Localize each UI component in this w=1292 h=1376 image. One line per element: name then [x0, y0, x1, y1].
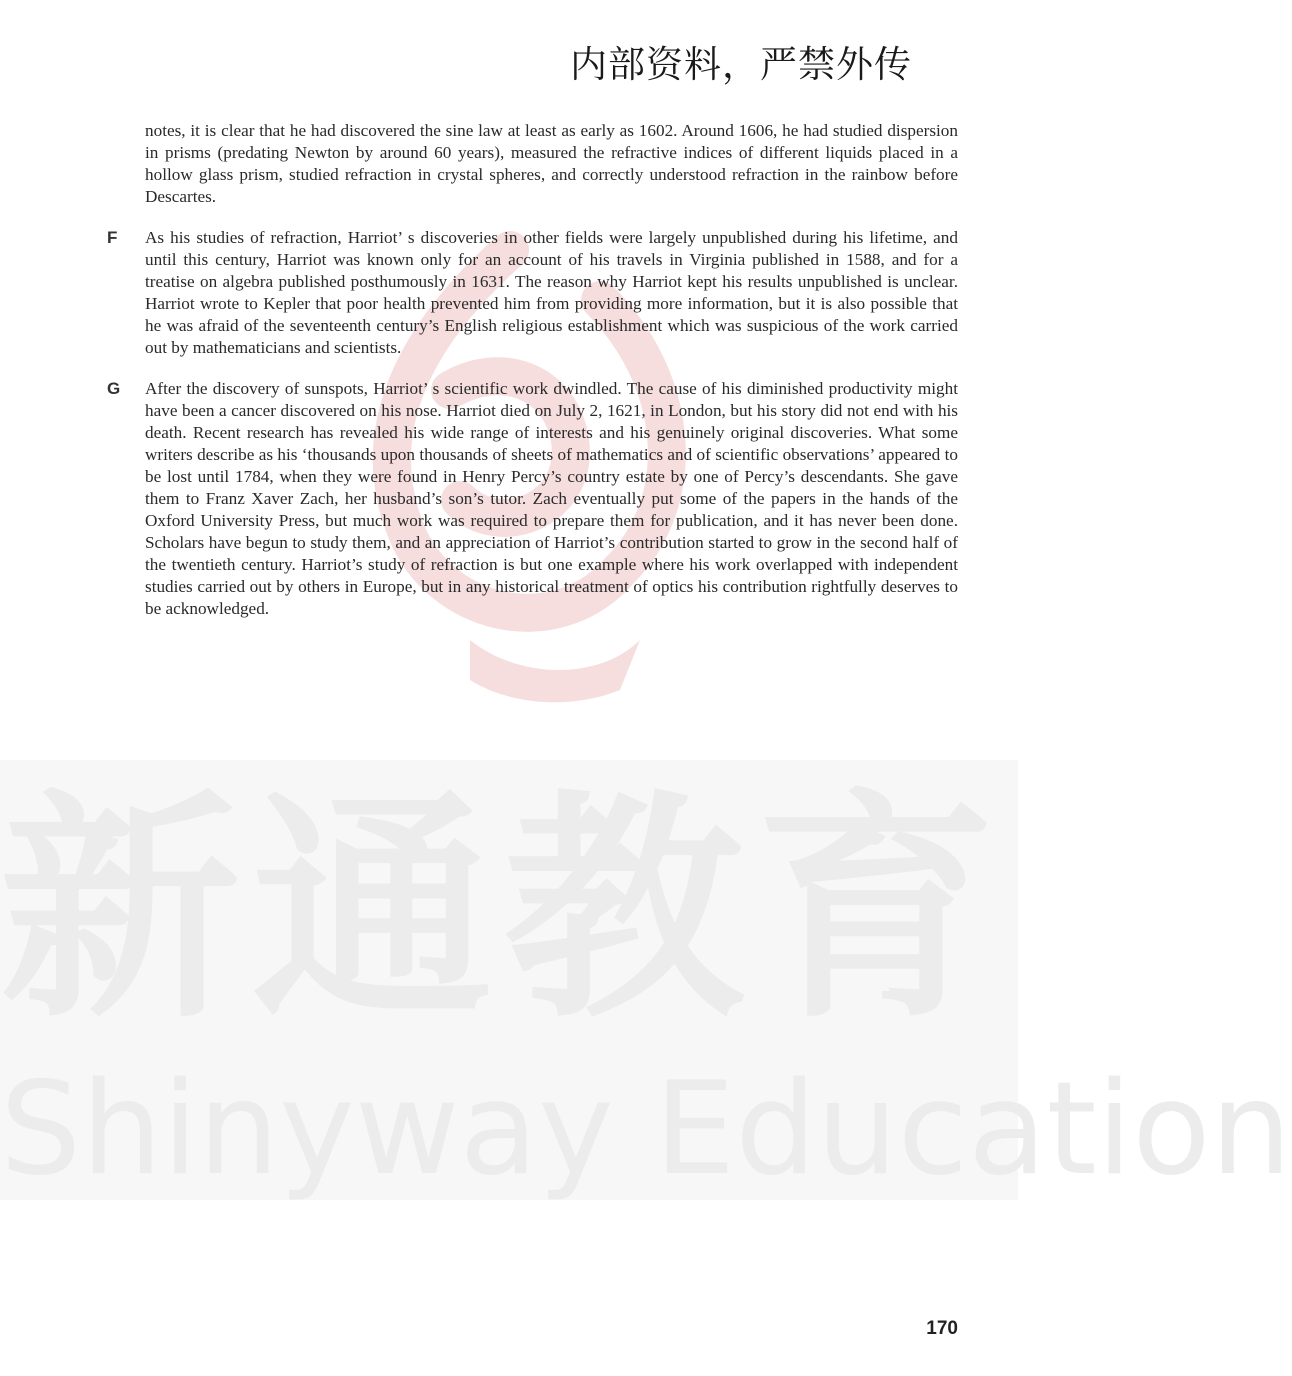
- watermark-brand-chinese: 新通教育: [0, 770, 1009, 1050]
- paragraph-f: [107, 227, 958, 359]
- paragraph-g: [107, 378, 958, 620]
- confidential-notice-header: 内部资料，严禁外传: [570, 43, 912, 86]
- paragraph-continued: [145, 120, 958, 208]
- paragraph-text: notes, it is clear that he had discovered the sine law at least as early as 1602. Around 1606, he had studied dispersion in prisms (predating Newton by around 60 years), measured the refractive indices of different liquids placed in a hollow glass prism, studied refraction in crystal spheres, and correctly understood refraction in the rainbow before Descartes.: [145, 121, 958, 206]
- paragraph-text: As his studies of refraction, Harriot’ s discoveries in other fields were largely unpublished during his lifetime, and until this century, Harriot was known only for an account of his travels in Virginia published in 1588, and for a treatise on algebra published posthumously in 1631. The reason why Harriot kept his results unpublished is unclear. Harriot wrote to Kepler that poor health prevented him from providing more information, but it is also possible that he was afraid of the seventeenth century’s English religious establishment which was suspicious of the work carried out by mathematicians and scientists.: [145, 228, 958, 357]
- paragraph-label-g: G: [107, 379, 121, 398]
- watermark-brand-english: Shinyway Education: [0, 1055, 1292, 1204]
- paragraph-label-f: F: [107, 228, 118, 247]
- page-number: 170: [926, 1318, 958, 1339]
- paragraph-text: After the discovery of sunspots, Harriot’ s scientific work dwindled. The cause of his diminished productivity might have been a cancer discovered on his nose. Harriot died on July 2, 1621, in London, but his story did not end with his death. Recent research has revealed his wide range of interests and his genuinely original discoveries. What some writers describe as his ‘thousands upon thousands of sheets of mathematics and of scientific observations’ appeared to be lost until 1784, when they were found in Henry Percy’s country estate by one of Percy’s descendants. She gave them to Franz Xaver Zach, her husband’s son’s tutor. Zach eventually put some of the papers in the hands of the Oxford University Press, but much work was required to prepare them for publication, and it has never been done. Scholars have begun to study them, and an appreciation of Harriot’s contribution started to grow in the second half of the twentieth century. Harriot’s study of refraction is but one example where his work overlapped with independent studies carried out by others in Europe, but in any historical treatment of optics his contribution rightfully deserves to be acknowledged.: [145, 379, 958, 618]
